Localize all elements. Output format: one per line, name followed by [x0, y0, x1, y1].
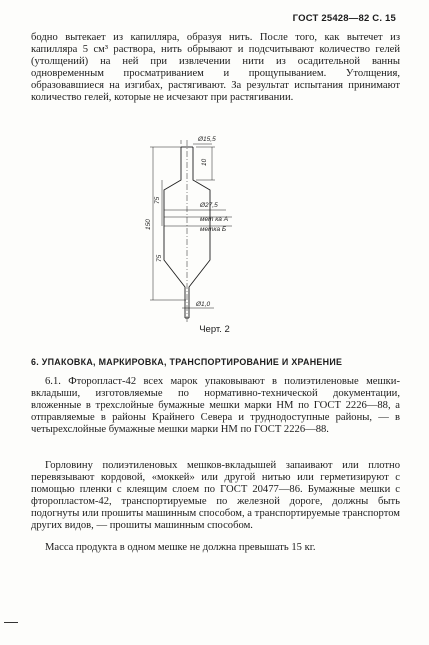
label-mark-b: метка Б	[200, 226, 227, 233]
label-top-height: 10	[201, 158, 208, 166]
paragraph-mass: Масса продукта в одном мешке не должна превышать 15 кг.	[45, 542, 316, 553]
running-header: ГОСТ 25428—82 С. 15	[292, 13, 396, 24]
label-left-height: 75	[154, 196, 161, 204]
label-body-diameter: Ø27,5	[200, 202, 218, 209]
page-edge-mark	[4, 622, 18, 623]
label-lower-height: 75	[156, 254, 163, 262]
paragraph-6-1: 6.1. Фторопласт-42 всех марок упаковывают в полиэтиленовые мешки-вкладыши, изготовляемые по нормативно-технической документации, вложенные в трехслойные бумажные мешки марки НМ по ГОСТ 2226—88, а отправляемые в районы Крайнего Севера и труднодоступные районы, — в четырехслойные бумажные мешки марки НМ по ГОСТ 2226—88.	[31, 376, 400, 436]
label-overall-height: 150	[145, 219, 152, 230]
section-heading: 6. УПАКОВКА, МАРКИРОВКА, ТРАНСПОРТИРОВАНИЕ И ХРАНЕНИЕ	[31, 357, 343, 367]
figure-caption: Черт. 2	[199, 324, 230, 335]
label-top-diameter: Ø15,5	[198, 136, 216, 143]
intro-paragraph: бодно вытекает из капилляра, образуя нить. После того, как вытечет из капилляра 5 см³ раствора, нить обрывают и подсчитывают количество гелей (утолщений) на ней при извлечении нити из осадительной ванны одновременным просматриванием и прощупыванием. Утолщения, образовавшиеся на изгибах, растягивают. За результат испытания принимают количество гелей, которые не исчезают при растягивании.	[31, 32, 400, 104]
paragraph-sealing: Горловину полиэтиленовых мешков-вкладышей запаивают или плотно перевязывают кордовой, «моккей» или другой нитью или герметизируют с помощью пленки с клеящим слоем по ГОСТ 20477—86. Бумажные мешки с фторопластом-42, транспортируемые по железной дороге, должны быть подогнуты или прошиты машинным способом, а транспортируемые транспортом других видов, — прошиты машинным способом.	[31, 460, 400, 532]
label-tip-diameter: Ø1,0	[196, 301, 211, 308]
label-mark-a: мет ка А	[200, 216, 229, 223]
